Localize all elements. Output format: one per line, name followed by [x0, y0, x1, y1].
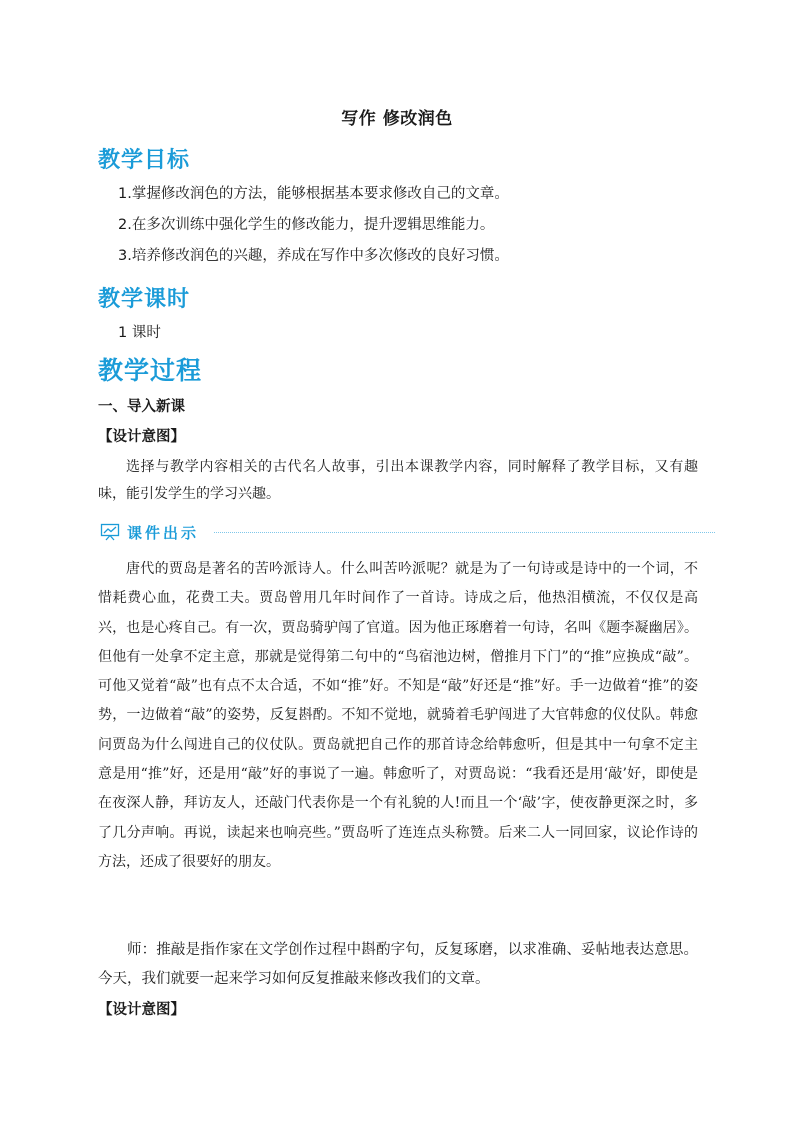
teacher-remark: 师：推敲是指作家在文学创作过程中斟酌字句，反复琢磨，以求准确、妥帖地表达意思。今天，我们就要一起来学习如何反复推敲来修改我们的文章。: [98, 942, 698, 987]
objective-item-3: 3.培养修改润色的兴趣，养成在写作中多次修改的良好习惯。: [118, 248, 509, 264]
document-title: 写作 修改润色: [341, 109, 453, 129]
section-heading-objectives: 教学目标: [98, 148, 191, 173]
design-intent-text: 选择与教学内容相关的古代名人故事，引出本课教学内容，同时解释了教学目标，又有趣味，能引发学生的学习兴趣。: [98, 459, 698, 502]
subsection-intro-heading: 一、导入新课: [98, 399, 185, 415]
section-heading-hours: 教学课时: [98, 287, 191, 312]
class-hours-value: 1 课时: [118, 325, 161, 341]
design-intent-label: 【设计意图】: [98, 429, 185, 445]
story-text: 唐代的贾岛是著名的苦吟派诗人。什么叫苦吟派呢？就是为了一句诗或是诗中的一个词，不惜耗费心血，花费工夫。贾岛曾用几年时间作了一首诗。诗成之后，他热泪横流，不仅仅是高兴，也是心疼自己。有一次，贾岛骑驴闯了官道。因为他正琢磨着一句诗，名叫《题李凝幽居》。但他有一处拿不定主意，那就是觉得第二句中的“鸟宿池边树，僧推月下门”的“推”应换成“敲”。可他又觉着“敲”也有点不太合适，不如“推”好。不知是“敲”好还是“推”好。手一边做着“推”的姿势，一边做着“敲”的姿势，反复斟酌。不知不觉地，就骑着毛驴闯进了大官韩愈的仪仗队。韩愈问贾岛为什么闯进自己的仪仗队。贾岛就把自己作的那首诗念给韩愈听，但是其中一句拿不定主意是用“推”好，还是用“敲”好的事说了一遍。韩愈听了，对贾岛说：“我看还是用‘敲’好，即使是在夜深人静，拜访友人，还敲门代表你是一个有礼貌的人!而且一个‘敲’字，使夜静更深之时，多了几分声响。再说，读起来也响亮些。”贾岛听了连连点头称赞。后来二人一同回家，议论作诗的方法，还成了很要好的朋友。: [98, 561, 698, 870]
dotted-divider: [214, 532, 715, 533]
section-heading-process: 教学过程: [98, 356, 203, 385]
objective-item-1: 1.掌握修改润色的方法，能够根据基本要求修改自己的文章。: [118, 186, 509, 202]
presentation-screen-icon: [100, 523, 120, 541]
objective-item-2: 2.在多次训练中强化学生的修改能力，提升逻辑思维能力。: [118, 217, 495, 233]
courseware-banner: [100, 520, 715, 544]
courseware-label: 课件出示: [127, 524, 200, 542]
design-intent-label-2: 【设计意图】: [98, 1002, 185, 1018]
